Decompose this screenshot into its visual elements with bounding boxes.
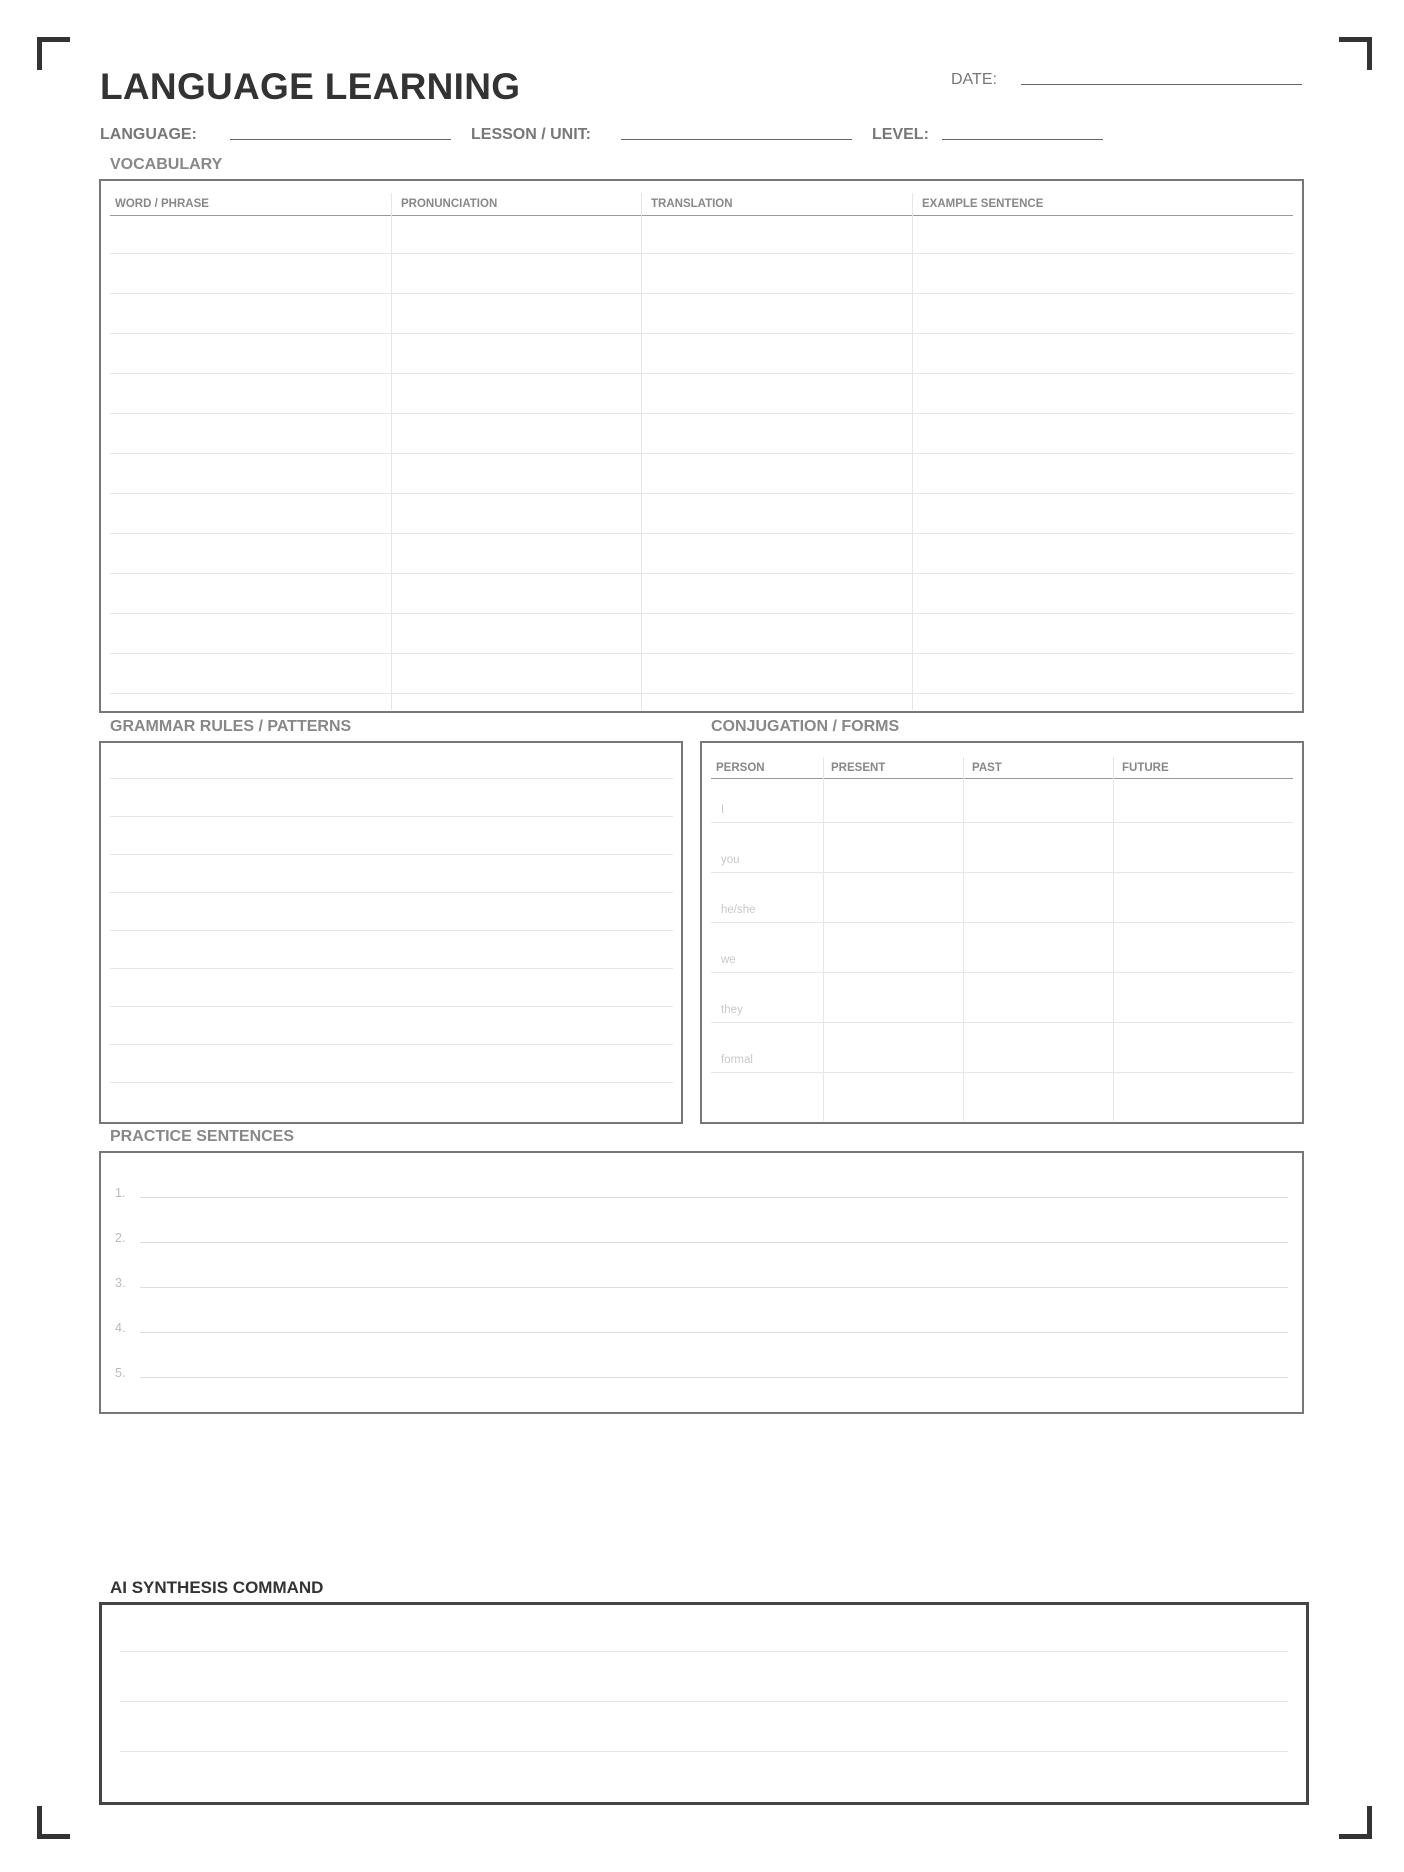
grammar-label: GRAMMAR RULES / PATTERNS	[110, 718, 352, 735]
practice-number: 3.	[115, 1276, 126, 1290]
crop-mark-bottom-right	[1339, 1806, 1372, 1839]
lesson-field[interactable]	[621, 139, 852, 140]
table-row[interactable]	[110, 536, 1293, 574]
conj-person-label: we	[721, 954, 736, 966]
conj-row-line	[711, 822, 1293, 823]
practice-line[interactable]	[140, 1242, 1288, 1243]
vocab-header-example: EXAMPLE SENTENCE	[922, 198, 1044, 210]
conj-header-rule	[711, 778, 1293, 779]
conj-header-future: FUTURE	[1122, 762, 1169, 774]
practice-number: 5.	[115, 1366, 126, 1380]
vocabulary-label: VOCABULARY	[110, 156, 223, 173]
lesson-label: LESSON / UNIT:	[471, 126, 592, 143]
grammar-ruled-line	[110, 1006, 673, 1007]
table-row[interactable]	[110, 656, 1293, 694]
ai-ruled-line	[120, 1651, 1288, 1652]
page-title: LANGUAGE LEARNING	[100, 66, 521, 107]
crop-mark-bottom-left	[37, 1806, 70, 1839]
grammar-ruled-line	[110, 1044, 673, 1045]
ai-ruled-line	[120, 1751, 1288, 1752]
grammar-ruled-line	[110, 816, 673, 817]
table-row[interactable]	[110, 456, 1293, 494]
conj-column-divider	[1113, 757, 1114, 1121]
practice-box	[99, 1151, 1304, 1414]
ai-ruled-line	[120, 1701, 1288, 1702]
conj-header-past: PAST	[972, 762, 1002, 774]
practice-number: 2.	[115, 1231, 126, 1245]
conj-person-label: I	[721, 804, 725, 816]
conj-person-label: they	[721, 1004, 743, 1016]
grammar-box[interactable]	[99, 741, 683, 1124]
practice-line[interactable]	[140, 1332, 1288, 1333]
practice-number: 4.	[115, 1321, 126, 1335]
vocab-header-word: WORD / PHRASE	[115, 198, 209, 210]
conj-person-label: formal	[721, 1054, 753, 1066]
conjugation-label: CONJUGATION / FORMS	[711, 718, 900, 735]
conj-row-line	[711, 872, 1293, 873]
date-label: DATE:	[951, 71, 997, 88]
ai-synthesis-label: AI SYNTHESIS COMMAND	[110, 1578, 324, 1597]
practice-line[interactable]	[140, 1287, 1288, 1288]
level-label: LEVEL:	[872, 126, 929, 143]
grammar-ruled-line	[110, 892, 673, 893]
conjugation-table	[700, 741, 1304, 1124]
practice-line[interactable]	[140, 1197, 1288, 1198]
grammar-ruled-line	[110, 854, 673, 855]
crop-mark-top-right	[1339, 37, 1372, 70]
grammar-ruled-line	[110, 968, 673, 969]
conj-person-label: you	[721, 854, 740, 866]
table-row[interactable]	[110, 256, 1293, 294]
conj-column-divider	[963, 757, 964, 1121]
vocab-header-translation: TRANSLATION	[651, 198, 733, 210]
grammar-ruled-line	[110, 930, 673, 931]
crop-mark-top-left	[37, 37, 70, 70]
table-row[interactable]	[110, 416, 1293, 454]
conj-row-line	[711, 1022, 1293, 1023]
date-field[interactable]	[1021, 84, 1302, 85]
table-row[interactable]	[110, 376, 1293, 414]
conj-header-present: PRESENT	[831, 762, 886, 774]
language-label: LANGUAGE:	[100, 126, 197, 143]
table-row[interactable]	[110, 216, 1293, 254]
table-row[interactable]	[110, 336, 1293, 374]
language-field[interactable]	[230, 139, 451, 140]
conj-person-label: he/she	[721, 904, 756, 916]
conj-column-divider	[823, 757, 824, 1121]
table-row[interactable]	[110, 296, 1293, 334]
conj-row-line	[711, 1072, 1293, 1073]
conj-row-line	[711, 922, 1293, 923]
grammar-ruled-line	[110, 778, 673, 779]
practice-number: 1.	[115, 1186, 126, 1200]
conj-header-person: PERSON	[716, 762, 765, 774]
conj-row-line	[711, 972, 1293, 973]
table-row[interactable]	[110, 616, 1293, 654]
level-field[interactable]	[942, 139, 1103, 140]
grammar-ruled-line	[110, 1082, 673, 1083]
table-row[interactable]	[110, 496, 1293, 534]
table-row[interactable]	[110, 576, 1293, 614]
ai-synthesis-box[interactable]	[99, 1602, 1309, 1805]
practice-label: PRACTICE SENTENCES	[110, 1128, 295, 1145]
vocab-header-pronunciation: PRONUNCIATION	[401, 198, 498, 210]
practice-line[interactable]	[140, 1377, 1288, 1378]
